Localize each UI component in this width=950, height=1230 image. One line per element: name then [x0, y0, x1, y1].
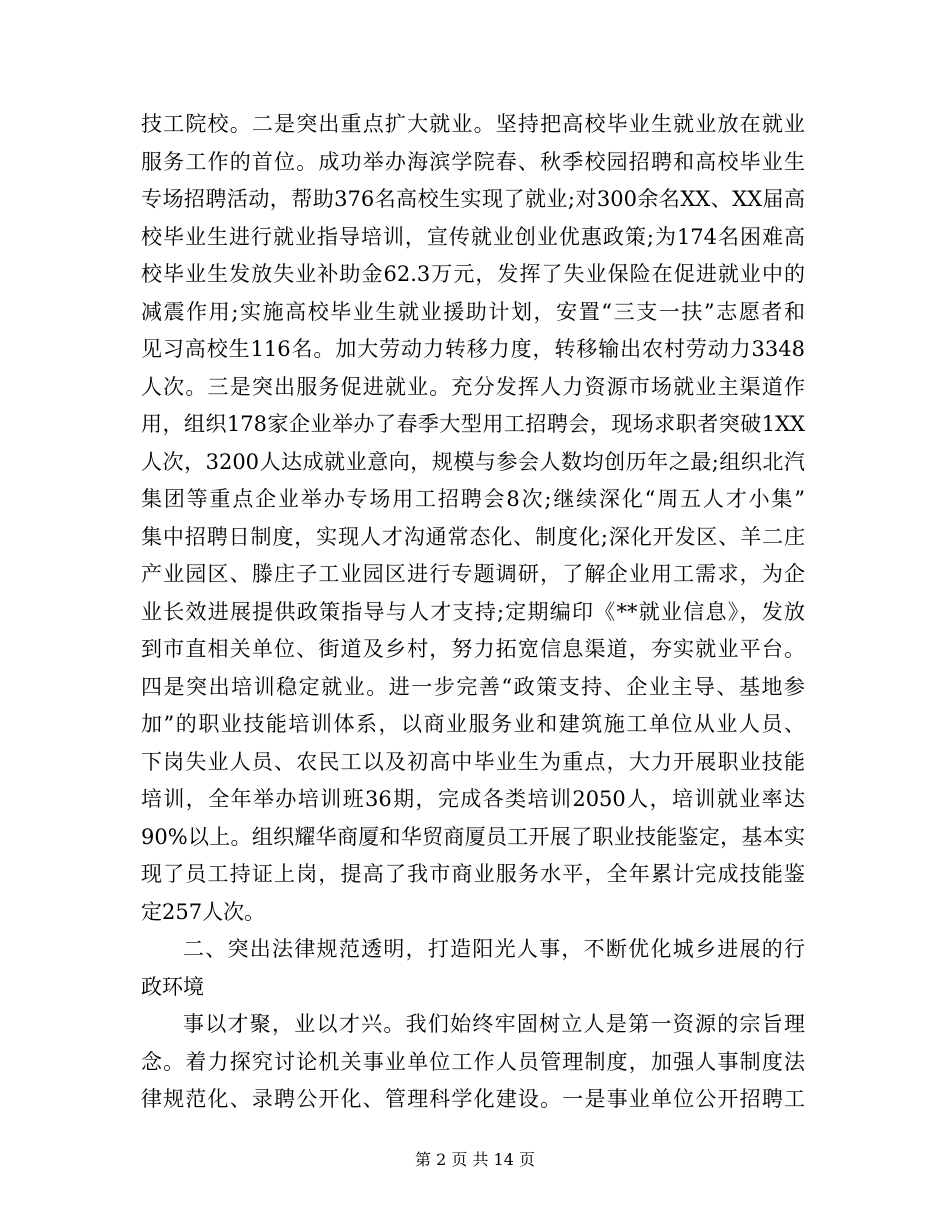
text-line: 校毕业生进行就业指导培训，宣传就业创业优惠政策;为174名困难高	[141, 224, 805, 249]
text-line: 服务工作的首位。成功举办海滨学院春、秋季校园招聘和高校毕业生	[141, 149, 805, 174]
text-line: 人次。三是突出服务促进就业。充分发挥人力资源市场就业主渠道作	[141, 374, 805, 399]
text-line: 技工院校。二是突出重点扩大就业。坚持把高校毕业生就业放在就业	[141, 112, 805, 136]
text-line: 产业园区、滕庄子工业园区进行专题调研，了解企业用工需求，为企	[141, 562, 805, 586]
text-line: 定257人次。	[141, 899, 266, 924]
text-line: 90%以上。组织耀华商厦和华贸商厦员工开展了职业技能鉴定，基本实	[141, 824, 805, 849]
text-line: 专场招聘活动，帮助376名高校生实现了就业;对300余名XX、XX届高	[141, 187, 805, 211]
text-line: 事以才聚，业以才兴。我们始终牢固树立人是第一资源的宗旨理	[183, 1012, 805, 1036]
text-line: 培训，全年举办培训班36期，完成各类培训2050人，培训就业率达	[141, 787, 805, 811]
text-line: 下岗失业人员、农民工以及初高中毕业生为重点，大力开展职业技能	[141, 749, 805, 774]
text-line: 集中招聘日制度，实现人才沟通常态化、制度化;深化开发区、羊二庄	[141, 524, 805, 549]
text-line: 加”的职业技能培训体系，以商业服务业和建筑施工单位从业人员、	[141, 712, 805, 736]
text-line: 校毕业生发放失业补助金62.3万元，发挥了失业保险在促进就业中的	[141, 262, 805, 286]
text-line: 人次，3200人达成就业意向，规模与参会人数均创历年之最;组织北汽	[141, 449, 805, 474]
page-number-footer: 第 2 页 共 14 页	[415, 1150, 535, 1169]
text-line: 四是突出培训稳定就业。进一步完善“政策支持、企业主导、基地参	[141, 674, 805, 699]
text-line: 用，组织178家企业举办了春季大型用工招聘会，现场求职者突破1XX	[141, 412, 805, 436]
text-line: 律规范化、录聘公开化、管理科学化建设。一是事业单位公开招聘工	[141, 1087, 805, 1111]
body-text	[141, 106, 805, 1119]
text-line: 减震作用;实施高校毕业生就业援助计划，安置“三支一扶”志愿者和	[141, 299, 805, 324]
text-line: 业长效进展提供政策指导与人才支持;定期编印《**就业信息》，发放	[141, 599, 805, 624]
section-heading-line: 二、突出法律规范透明，打造阳光人事，不断优化城乡进展的行	[183, 937, 805, 961]
text-line: 集团等重点企业举办专场用工招聘会8次;继续深化“周五人才小集”	[141, 487, 805, 511]
section-heading-line: 政环境	[141, 974, 204, 999]
text-line: 到市直相关单位、街道及乡村，努力拓宽信息渠道，夯实就业平台。	[141, 637, 805, 661]
text-line: 念。着力探究讨论机关事业单位工作人员管理制度，加强人事制度法	[141, 1049, 805, 1074]
text-line: 见习高校生116名。加大劳动力转移力度，转移输出农村劳动力3348	[141, 337, 805, 361]
text-line: 现了员工持证上岗，提高了我市商业服务水平，全年累计完成技能鉴	[141, 862, 805, 886]
